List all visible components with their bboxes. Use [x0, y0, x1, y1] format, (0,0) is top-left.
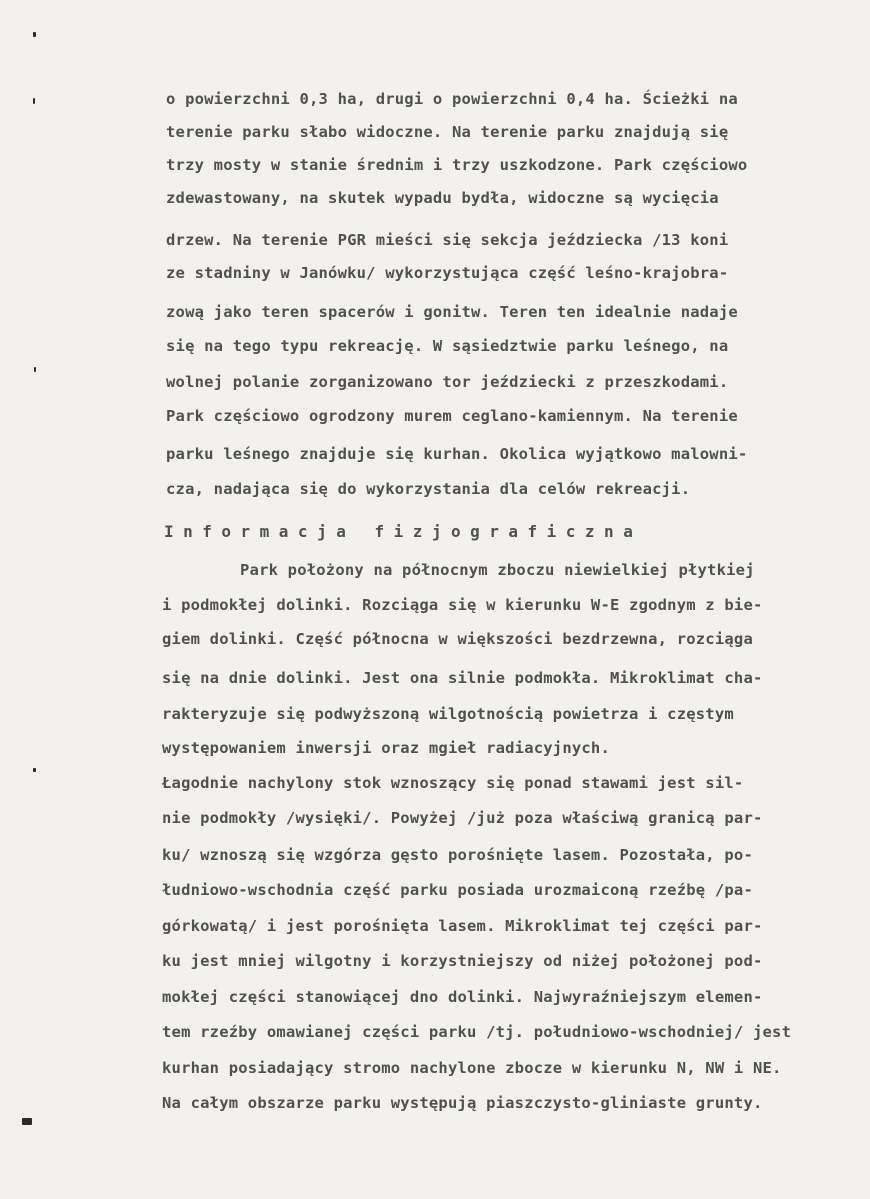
text-line: ze stadniny w Janówku/ wykorzystująca część leśno-krajobra- — [166, 264, 729, 282]
text-line: cza, nadająca się do wykorzystania dla celów rekreacji. — [166, 480, 691, 498]
text-line: ku/ wznoszą się wzgórza gęsto porośnięte lasem. Pozostała, po- — [162, 846, 753, 864]
text-line: i podmokłej dolinki. Rozciąga się w kierunku W-E zgodnym z bie- — [162, 596, 763, 614]
text-line: Park częściowo ogrodzony murem ceglano-kamiennym. Na terenie — [166, 407, 738, 425]
text-line: tem rzeźby omawianej części parku /tj. południowo-wschodniej/ jest — [162, 1023, 792, 1041]
text-line: Na całym obszarze parku występują piaszczysto-gliniaste grunty. — [162, 1094, 763, 1112]
margin-mark — [33, 98, 35, 104]
text-line: się na tego typu rekreację. W sąsiedztwie parku leśnego, na — [166, 337, 729, 355]
text-line: się na dnie dolinki. Jest ona silnie podmokła. Mikroklimat cha- — [162, 669, 763, 687]
text-line: Park położony na północnym zboczu niewielkiej płytkiej — [240, 561, 755, 579]
text-line: górkowatą/ i jest porośnięta lasem. Mikroklimat tej części par- — [162, 917, 763, 935]
margin-mark — [33, 32, 36, 37]
text-line: mokłej części stanowiącej dno dolinki. Najwyraźniejszym elemen- — [162, 988, 763, 1006]
text-line: kurhan posiadający stromo nachylone zbocze w kierunku N, NW i NE. — [162, 1059, 782, 1077]
text-line: zdewastowany, na skutek wypadu bydła, widoczne są wycięcia — [166, 189, 719, 207]
text-line: występowaniem inwersji oraz mgieł radiacyjnych. — [162, 739, 610, 757]
text-line: ku jest mniej wilgotny i korzystniejszy od niżej położonej pod- — [162, 952, 763, 970]
text-line: rakteryzuje się podwyższoną wilgotnością powietrza i częstym — [162, 705, 734, 723]
text-line: terenie parku słabo widoczne. Na terenie parku znajdują się — [166, 123, 729, 141]
margin-mark — [22, 1118, 32, 1125]
text-line: o powierzchni 0,3 ha, drugi o powierzchni 0,4 ha. Ścieżki na — [166, 90, 738, 108]
text-line: wolnej polanie zorganizowano tor jeździecki z przeszkodami. — [166, 373, 729, 391]
margin-mark — [33, 768, 36, 772]
text-line: nie podmokły /wysięki/. Powyżej /już poza właściwą granicą par- — [162, 809, 763, 827]
text-line: Łagodnie nachylony stok wznoszący się ponad stawami jest sil- — [162, 774, 744, 792]
margin-mark — [34, 367, 36, 372]
text-line: giem dolinki. Część północna w większości bezdrzewna, rozciąga — [162, 630, 753, 648]
text-line: parku leśnego znajduje się kurhan. Okolica wyjątkowo malowni- — [166, 445, 748, 463]
text-line: drzew. Na terenie PGR mieści się sekcja jeździecka /13 koni — [166, 231, 729, 249]
text-line: zową jako teren spacerów i gonitw. Teren ten idealnie nadaje — [166, 303, 738, 321]
text-line: łudniowo-wschodnia część parku posiada urozmaiconą rzeźbę /pa- — [162, 881, 753, 899]
section-heading: Informacja fizjograficzna — [164, 522, 643, 541]
text-line: trzy mosty w stanie średnim i trzy uszkodzone. Park częściowo — [166, 156, 748, 174]
